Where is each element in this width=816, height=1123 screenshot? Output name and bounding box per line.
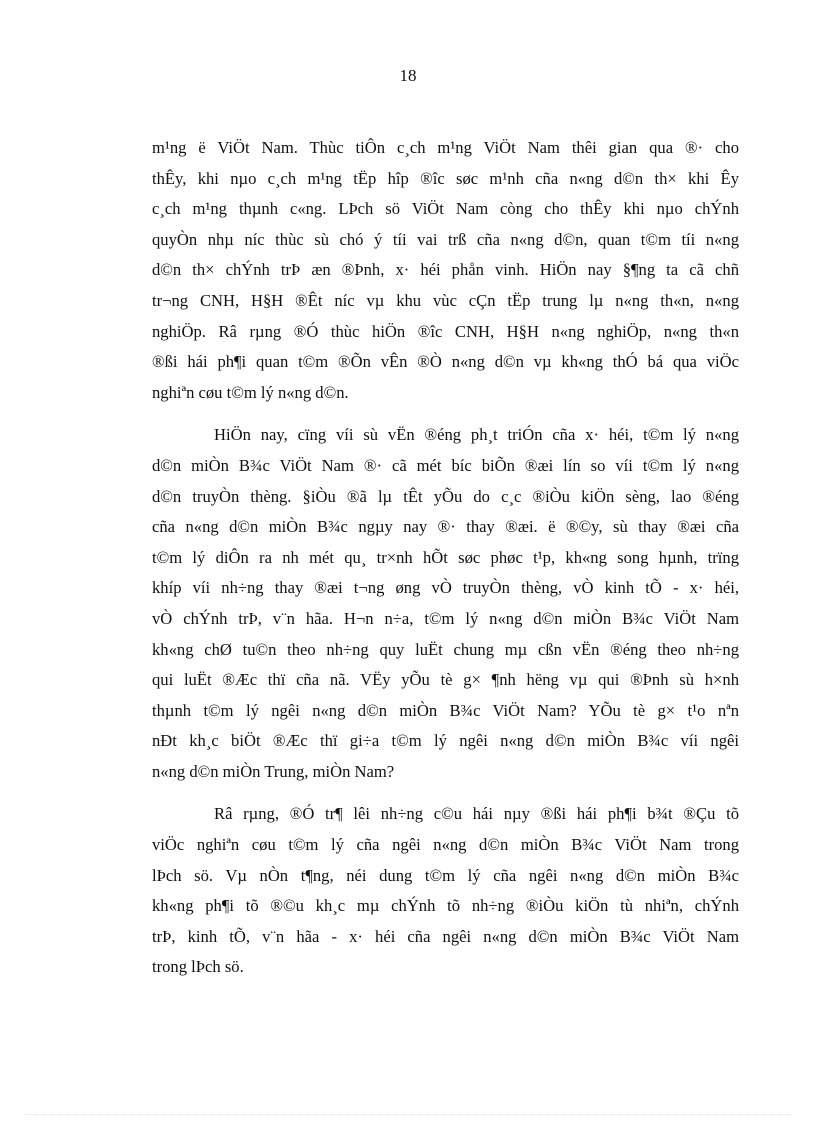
- paragraph-2: [152, 420, 739, 787]
- text-line: kh«ng ph¶i tõ ®©u kh¸c mµ chÝnh tõ nh÷ng ®iÒu kiÖn tù nhiªn, chÝnh: [152, 896, 739, 916]
- text-line: qui luËt ®Æc thï cña nã. VËy yÕu tè g× ¶nh hëng vµ qui ®Þnh sù h×nh: [152, 670, 739, 690]
- text-line: HiÖn nay, cïng víi sù vËn ®éng ph¸t triÓn cña x· héi, t©m lý n«ng: [214, 425, 739, 445]
- text-line: nÐt kh¸c biÖt ®Æc thï gi÷a t©m lý ngêi n«ng d©n miÒn B¾c víi ngêi: [152, 731, 739, 751]
- text-line: vÒ chÝnh trÞ, v¨n hãa. H¬n n÷a, t©m lý n«ng d©n miÒn B¾c ViÖt Nam: [152, 608, 739, 628]
- text-line: c¸ch m¹ng thµnh c«ng. LÞch sö ViÖt Nam còng cho thÊy khi nµo chÝnh: [152, 199, 739, 219]
- text-line: cña n«ng d©n miÒn B¾c ngµy nay ®· thay ®æi. ë ®©y, sù thay ®æi cña: [152, 517, 739, 537]
- text-line: quyÒn nhµ níc thùc sù chó ý tíi vai trß cña n«ng d©n, quan t©m tíi n«ng: [152, 229, 739, 249]
- text-line: khíp víi nh÷ng thay ®æi t¬ng øng vÒ truyÒn thèng, vÒ kinh tÕ - x· héi,: [152, 578, 739, 598]
- text-line: trÞ, kinh tÕ, v¨n hãa - x· héi cña ngêi n«ng d©n miÒn B¾c ViÖt Nam: [152, 926, 739, 946]
- text-line: nghiÖp. Râ rµng ®Ó thùc hiÖn ®îc CNH, H§H n«ng nghiÖp, n«ng th«n: [152, 321, 739, 341]
- text-line: n«ng d©n miÒn Trung, miÒn Nam?: [152, 761, 395, 781]
- text-line: nghiªn cøu t©m lý n«ng d©n.: [152, 382, 349, 402]
- text-line: lÞch sö. Vµ nÒn t¶ng, néi dung t©m lý cña ngêi n«ng d©n miÒn B¾c: [152, 865, 739, 885]
- text-line: d©n miÒn B¾c ViÖt Nam ®· cã mét bíc biÕn ®æi lín so víi t©m lý n«ng: [152, 455, 739, 475]
- paragraph-1: [152, 133, 739, 408]
- page-number: 18: [399, 66, 417, 85]
- text-line: t©m lý diÔn ra nh mét qu¸ tr×nh hÕt søc phøc t¹p, kh«ng song hµnh, trïng: [152, 547, 739, 567]
- paragraph-3: [152, 799, 739, 983]
- text-line: trong lÞch sö.: [152, 957, 244, 977]
- page-bottom-divider: [24, 1114, 792, 1115]
- text-line: kh«ng chØ tu©n theo nh÷ng quy luËt chung mµ cßn vËn ®éng theo nh÷ng: [152, 639, 739, 659]
- text-line: ®ßi hái ph¶i quan t©m ®Õn vÊn ®Ò n«ng d©n vµ kh«ng thÓ bá qua viÖc: [152, 352, 739, 372]
- text-line: thÊy, khi nµo c¸ch m¹ng tËp hîp ®îc søc m¹nh cña n«ng d©n th× khi Êy: [152, 168, 739, 188]
- text-line: d©n truyÒn thèng. §iÒu ®ã lµ tÊt yÕu do c¸c ®iÒu kiÖn sèng, lao ®éng: [152, 486, 739, 506]
- document-body: [152, 133, 739, 995]
- text-line: m¹ng ë ViÖt Nam. Thùc tiÔn c¸ch m¹ng ViÖt Nam thêi gian qua ®· cho: [152, 138, 739, 157]
- text-line: d©n th× chÝnh trÞ æn ®Þnh, x· héi phån vinh. HiÖn nay §¶ng ta cã chñ: [152, 260, 739, 280]
- text-line: tr¬ng CNH, H§H ®Êt níc vµ khu vùc cÇn tËp trung lµ n«ng th«n, n«ng: [152, 290, 739, 310]
- text-line: thµnh t©m lý ngêi n«ng d©n miÒn B¾c ViÖt Nam? YÕu tè g× t¹o nªn: [152, 700, 739, 720]
- text-line: viÖc nghiªn cøu t©m lý cña ngêi n«ng d©n miÒn B¾c ViÖt Nam trong: [152, 835, 739, 855]
- text-line: Râ rµng, ®Ó tr¶ lêi nh÷ng c©u hái nµy ®ßi hái ph¶i b¾t ®Çu tõ: [214, 804, 739, 824]
